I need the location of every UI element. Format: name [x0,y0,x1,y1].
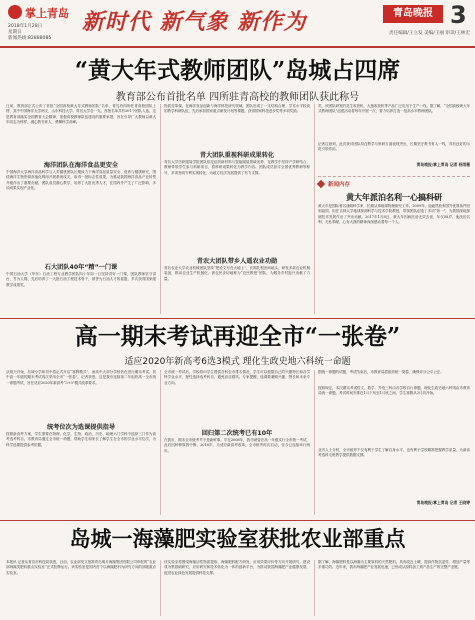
story1-col2-lead: 物质变革课。在海洋食品创新与海洋科技研究领域，团队形成了一支结构合理、学术水平较高的教学科研队伍，先后承担国家重点研发计划等课题，获得国家科技进步奖等多项奖励。 [164,104,310,114]
story1-headline: “黄大年式教师团队”岛城占四席 [74,57,401,84]
story1-section-ocean: 海洋团队在海洋食品更安全 [43,162,119,169]
masthead [0,0,475,52]
story1-byline: 青岛晚报/掌上青岛 记者 杨雨薇 [416,162,470,167]
story1-col2-qau: 青岛农业大学农业机械团队坚持“把论文写在大地上”，长期扎根田间地头，研发多款农业机械装备，推动农业生产机械化，被农民亲切地称为“农民教授”团队，为服务乡村振兴贡献了力量。 [164,266,310,281]
story2-col1-lead: 从明天开始，岛城小学和初中将正式开启“寒假模式”，而高中大部分学校仍在进行期末考试，其中高一年级的期末考试再次采用全市“一张卷”。记者获悉，这是我市连续第二年组织高一全市统一命题考试，旨在适应2020年新高考“3+3”模式改革要求。 [6,370,156,385]
story2-col1-rank: 按照新高考方案，学生需要在物理、化学、生物、政治、历史、地理六门学科中选择三门作为高考选考科目。市教育局通过全市统一命题，帮助学生和家长了解学生在全市的学业水平位次，为科学选课提供参考依据。 [6,432,156,447]
logo [8,3,68,23]
hotline: 新闻热线:82888085 [8,36,52,41]
masthead-rule [0,46,475,48]
story2-section-rank: 统考位次为选课提供指导 [46,424,116,431]
story1-subhead: 教育部公布首批名单 四所驻青高校的教师团队获此称号 [115,92,360,103]
col-divider [314,370,315,515]
story2-byline: 青岛晚报/掌上青岛 记者 王晓婷 [416,500,470,505]
story1-section-qdu: 青大团队重视科研成果转化 [199,152,275,159]
col-divider [160,104,161,314]
story3-col3: 据了解，海藻肥料是以海藻为主要原料的天然肥料，具有改良土壤、提高作物抗逆性、增加产量等多重功效。近年来，我市海藻肥产业发展迅速，已形成从原料加工到产品生产的完整产业链。 [318,560,470,570]
story-divider [0,318,475,319]
sidebar-body: 黄大年是国际著名战略科学家，长期从事地球物理研究工作。2009年，他毅然放弃国外优厚条件回到祖国，担任吉林大学地球探测科学与技术学院教授，带领团队创造了多项“第一”，为我国深地探测技术发展作出了突出贡献。2017年1月8日，黄大年因病医治无效去世，年仅58岁。他淡泊名利、无私奉献、心有大我的精神深深感动着每一个人。 [318,204,470,225]
edit-line: 责任编辑/王立发 美编/王丽 审读/王林宏 [388,31,470,36]
story-divider [0,520,475,521]
col-divider [160,560,161,616]
col-divider [160,370,161,515]
page-number: 3 [450,1,467,29]
story2-col3-lead: 据统一命题的试题，考试结束后，市教育局将组织统一阅卷，确保评分公平公正。 [318,370,444,374]
story2-col2-lead: 全市统一考试后，学校将向学生提供各科全市排名情况，学生可以根据自己的兴趣特长和各学科学业水平，理性选择选考科目，避免盲目跟风。专家提醒，选课要兼顾兴趣、特长和未来专业方向。 [164,370,310,385]
story1-col3-lead: 奖，该团队研发的花生收获机、大葱收获机等产品广泛应用于生产一线。据了解，“全国高校黄大年式教师团队”创建活动将每年开展一次，着力培养打造一批高水平教师团队。 [318,104,470,114]
logo-text: 掌上青岛 [25,7,69,20]
story1-col1-ocean: 中国海洋大学海洋食品科学与人类健康团队长期致力于海洋食品质量安全、营养与健康研究，围绕海洋生物资源高值化利用开展系统攻关，取得一批标志性成果，为推动我国海洋食品产业转型升级作出了重要贡献。团队成员潜心教学，培养了大批优秀人才，在国内外产生了广泛影响，多项成果实现产业化。 [6,170,156,191]
story1-col3-body: 记者注意到，此次获评团队均在教学与科研方面表现突出，长期坚守教书育人一线，具有良好的示范引领作用。 [318,142,470,152]
sidebar-headline: 黄大年派泊名利一心搞科研 [346,193,442,202]
col-divider [314,560,315,616]
story1-section-upc: 石大团队40年“精”一门课 [44,264,118,271]
logo-badge-icon [8,5,22,19]
story3-headline: 岛城一海藻肥实验室获批农业部重点 [69,526,406,551]
story1-col2-qdu: 青岛大学纺织服装学院团队依托纺织新材料与智能服装领域优势，在教学中坚持产学研结合，教师带领学生参与科研项目，将科研成果转化为教学内容。团队成员获评全国优秀教师等称号，多项发明专利实现转化，为地方经济发展提供了有力支撑。 [164,160,310,175]
diamond-icon [317,180,325,188]
sidebar-divider [318,176,470,177]
story2-subhead: 适应2020年新高考6选3模式 理化生政史地六科统一命题 [124,357,351,367]
story2-col3-body: 按照规定，本次期末考试语文、数学、外语三科由各学校自行命题，理化生政史地六科则由市教育局统一命题，考试时间安排在1月下旬至1月底之间，学生寒假从2月初开始。 [318,386,470,396]
date-line: 2018年1月28日 [8,24,43,29]
col-divider [314,104,315,314]
news-tag [318,180,470,189]
story1-section-qau: 青农大团队带乡人遥农业功勋 [196,258,278,265]
paper-name: 青岛晚报 [383,5,443,23]
date-sub: 星期日 [8,30,22,35]
news-tag-label: 新闻内存 [328,182,351,188]
story2-headline: 高一期末考试再迎全市“一张卷” [74,323,401,350]
story3-col1: 本报讯 记者从青岛市科技局获悉，日前，农业部发文批准青岛明月海藻集团有限公司申报的“农业部海藻类肥料重点实验室”正式挂牌运行。该实验室是国内首个以海藻肥料为研究方向的部级重点实验室。 [6,560,156,575]
story1-col1-upc: 中国石油大学（华东）石油工程专业教学团队四十年如一日坚持讲好一门课，团队教师坚守讲台、甘为人梯，先后培养了一大批石油工程技术骨干，被誉为石油人才的摇篮，多次获得国家级教学成果奖。 [6,272,156,287]
slogan: 新时代 新气象 新作为 [82,10,307,35]
story2-col3-analysis: 业内人士分析，全市统考不仅有利于学生了解自身水平，也有利于学校精准把握教学质量，为新高考选科走班教学提供数据支撑。 [318,448,470,458]
story2-section-history: 回归第二次统考已有10年 [201,430,273,437]
story3-col2: 该实验室将围绕海藻活性物质提取、海藻肥料配方研发、应用效果评价等方向开展研究，建设成为集基础研究、应用研究和技术转化为一体的创新平台，为推动我国海藻肥产业健康发展、促进农业绿色发展提供科技支撑。 [164,560,310,575]
story1-col1-lead: 日前，教育部正式公布了首批“全国高校黄大年式教师团队”名单，青岛有四所驻青高校团队上榜，其中中国海洋大学两支，山东科技大学、青岛大学各一支。首批名单共有201个团队入选。这是教育部落实全国教育大会精神、加强高校教师队伍建设的重要举措，旨在引导广大教师以黄大年同志为榜样，潜心教书育人，勇攀科学高峰。 [6,104,156,125]
story2-col2-history: 在我市，期末全市统考并不是新鲜事。早在2008年，我市就曾在高一年级实行全市统一考试，此后因种种原因中断。2016年，为适应新高考改革，全市统考再次启动，至今已连续举行两年。 [164,438,310,453]
